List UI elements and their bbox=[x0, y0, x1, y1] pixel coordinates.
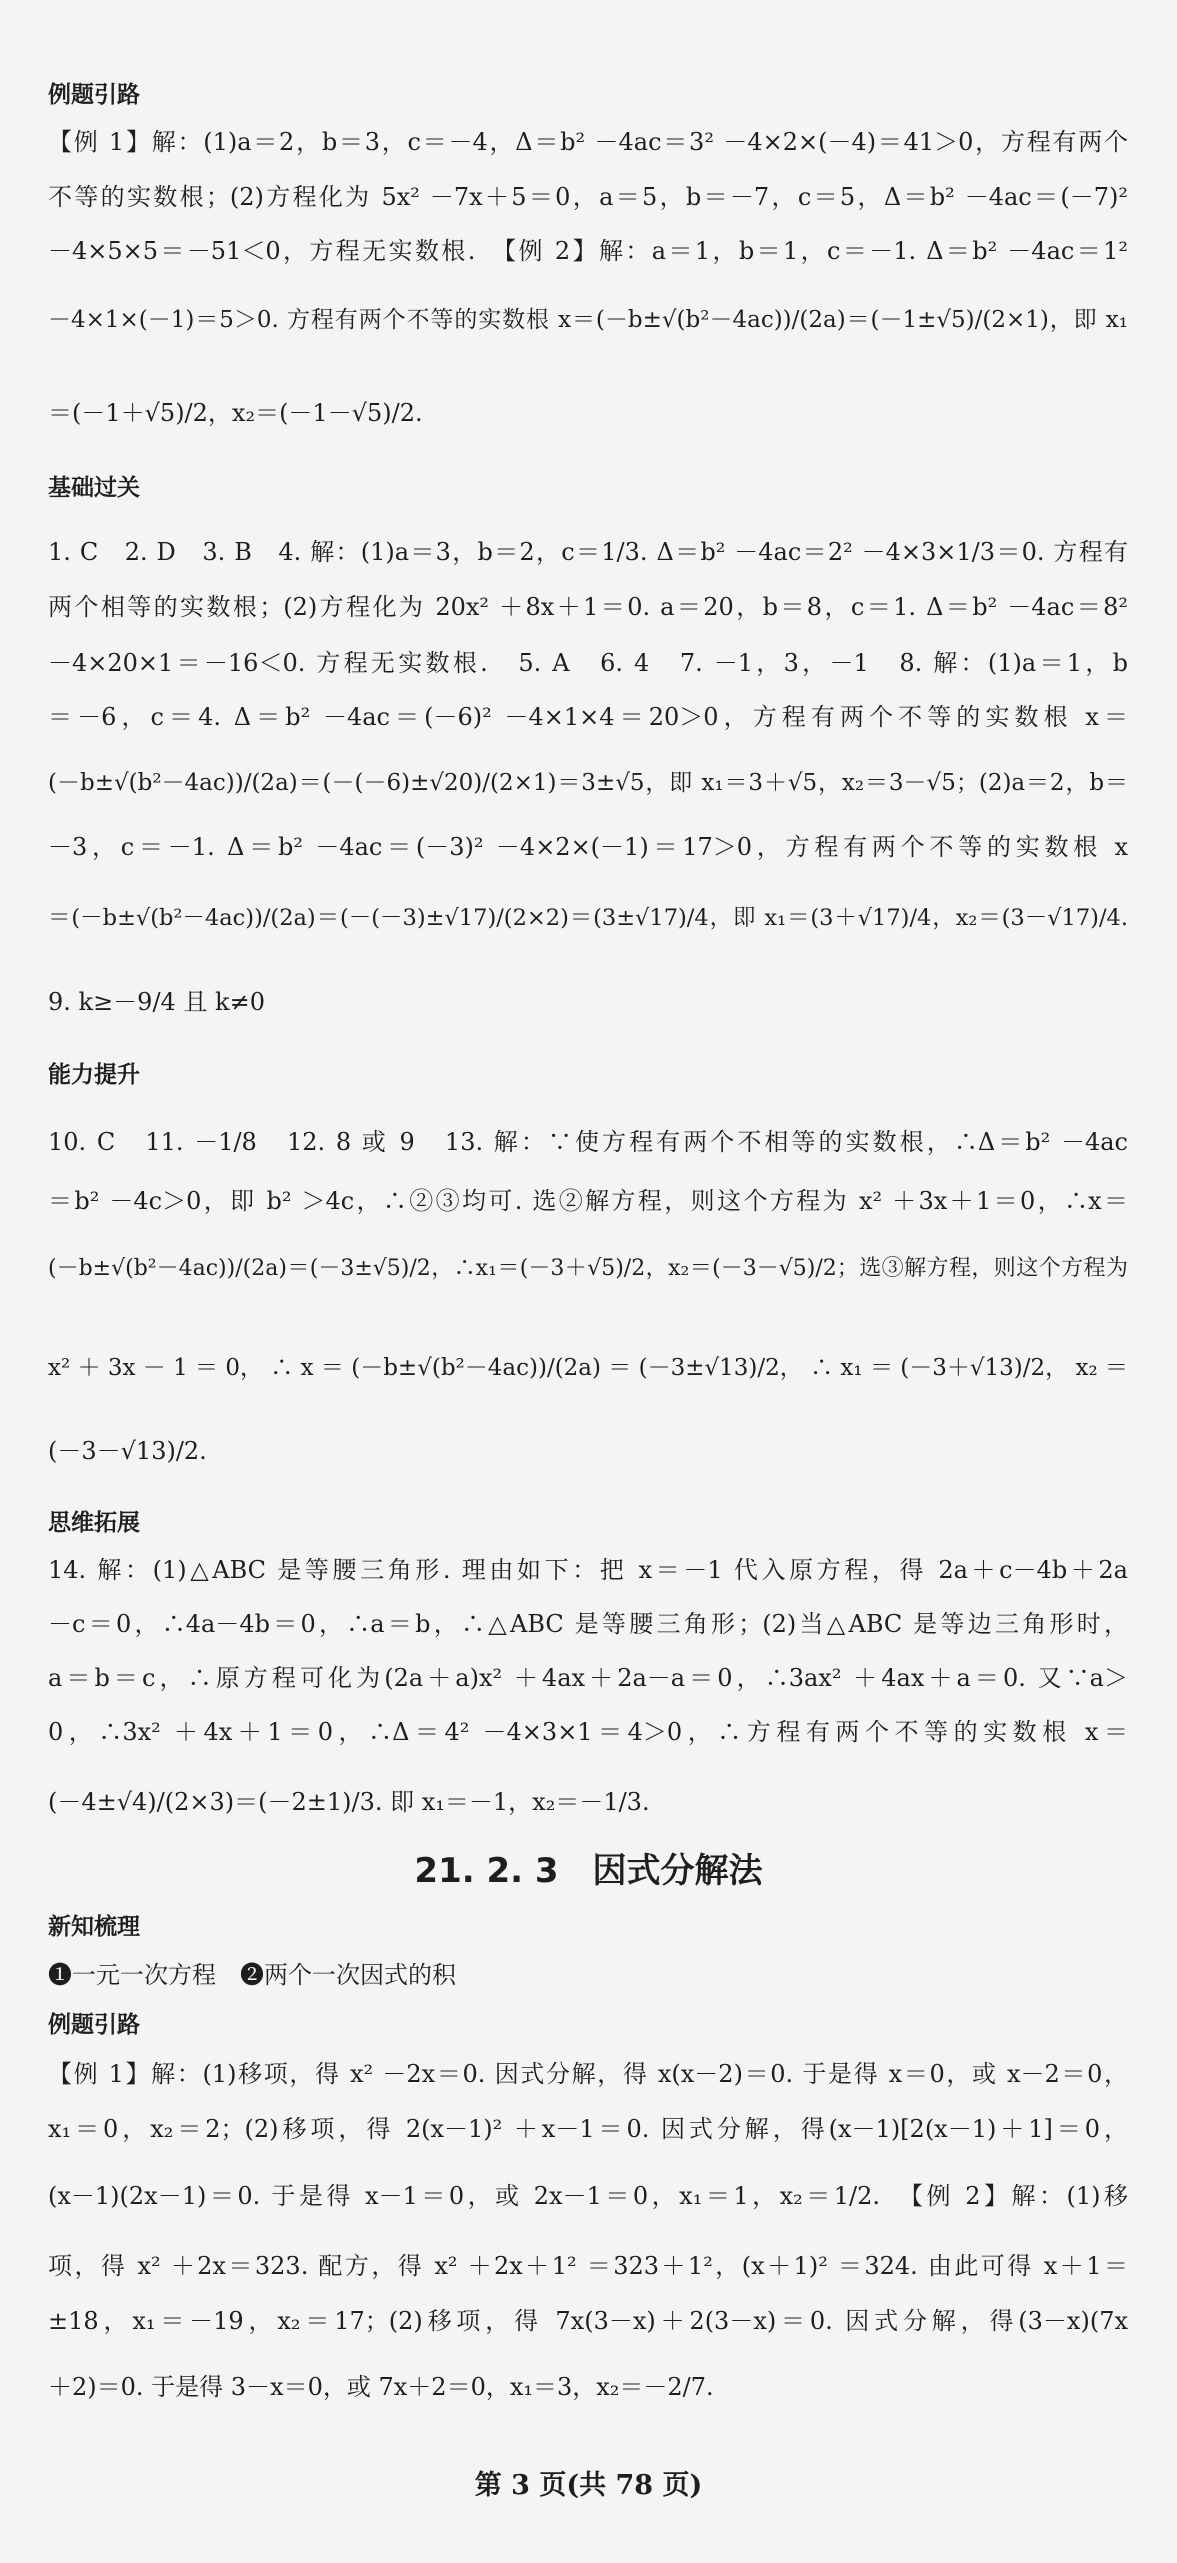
section-heading-new-knowledge: 新知梳理 bbox=[48, 1914, 140, 1940]
page-footer: 第 3 页(共 78 页) bbox=[474, 2470, 703, 2501]
section-heading-example-guide: 例题引路 bbox=[48, 82, 140, 108]
text-line: (－4±√4)/(2×3)＝(－2±1)/3. 即 x₁＝－1，x₂＝－1/3. bbox=[48, 1788, 650, 1816]
text-line: 【例 1】解：(1)移项，得 x² －2x＝0. 因式分解，得 x(x－2)＝0. 于是得 x＝0，或 x－2＝0， bbox=[48, 2060, 1128, 2088]
text-line: 0，∴3x² ＋4x＋1＝0，∴Δ＝4² －4×3×1＝4＞0，∴方程有两个不等的实数根 x＝ bbox=[48, 1718, 1128, 1746]
text-line: 两个相等的实数根；(2)方程化为 20x² ＋8x＋1＝0. a＝20，b＝8，c＝1. Δ＝b² －4ac＝8² bbox=[48, 593, 1128, 621]
text-line: ＝－6，c＝4. Δ＝b² －4ac＝(－6)² －4×1×4＝20＞0，方程有两个不等的实数根 x＝ bbox=[48, 703, 1128, 731]
text-line: 9. k≥－9/4 且 k≠0 bbox=[48, 988, 265, 1016]
text-line: －c＝0，∴4a－4b＝0，∴a＝b，∴△ABC 是等腰三角形；(2)当△ABC 是等边三角形时， bbox=[48, 1610, 1128, 1638]
text-line: x₁＝0，x₂＝2；(2)移项，得 2(x－1)² ＋x－1＝0. 因式分解，得(x－1)[2(x－1)＋1]＝0， bbox=[48, 2115, 1128, 2143]
text-line: ＋2)＝0. 于是得 3－x＝0，或 7x＋2＝0，x₁＝3，x₂＝－2/7. bbox=[48, 2373, 714, 2401]
section-title: 21. 2. 3 因式分解法 bbox=[414, 1851, 763, 1891]
text-line: x² ＋ 3x － 1 ＝ 0， ∴ x ＝ (－b±√(b²－4ac))/(2a) ＝ (－3±√13)/2， ∴ x₁ ＝ (－3＋√13)/2， x₂ ＝ bbox=[48, 1355, 1128, 1381]
text-line: ±18，x₁＝－19，x₂＝17；(2)移项，得 7x(3－x)＋2(3－x)＝0. 因式分解，得(3－x)(7x bbox=[48, 2307, 1128, 2335]
text-line: ＝(－1＋√5)/2，x₂＝(－1－√5)/2. bbox=[48, 399, 423, 427]
text-line: (－3－√13)/2. bbox=[48, 1437, 207, 1465]
section-heading-basic: 基础过关 bbox=[48, 475, 140, 501]
text-line: －4×1×(－1)＝5＞0. 方程有两个不等的实数根 x＝(－b±√(b²－4ac))/(2a)＝(－1±√5)/(2×1)，即 x₁ bbox=[48, 307, 1128, 333]
text-line: 10. C 11. －1/8 12. 8 或 9 13. 解：∵使方程有两个不相等的实数根，∴Δ＝b² －4ac bbox=[48, 1128, 1128, 1156]
text-line: ＝(－b±√(b²－4ac))/(2a)＝(－(－3)±√17)/(2×2)＝(3±√17)/4，即 x₁＝(3＋√17)/4，x₂＝(3－√17)/4. bbox=[48, 905, 1128, 931]
text-line: 【例 1】解：(1)a＝2，b＝3，c＝－4，Δ＝b² －4ac＝3² －4×2×(－4)＝41＞0，方程有两个 bbox=[48, 128, 1128, 156]
text-line: 14. 解：(1)△ABC 是等腰三角形. 理由如下：把 x＝－1 代入原方程，得 2a＋c－4b＋2a bbox=[48, 1556, 1128, 1584]
text-line: ❶一元一次方程 ❷两个一次因式的积 bbox=[48, 1961, 456, 1989]
text-line: 1. C 2. D 3. B 4. 解：(1)a＝3，b＝2，c＝1/3. Δ＝b² －4ac＝2² －4×3×1/3＝0. 方程有 bbox=[48, 538, 1128, 566]
section-heading-ability: 能力提升 bbox=[48, 1062, 140, 1088]
text-line: 项，得 x² ＋2x＝323. 配方，得 x² ＋2x＋1² ＝323＋1²，(x＋1)² ＝324. 由此可得 x＋1＝ bbox=[48, 2252, 1128, 2280]
text-line: ＝b² －4c＞0，即 b² ＞4c，∴②③均可. 选②解方程，则这个方程为 x² ＋3x＋1＝0，∴x＝ bbox=[48, 1187, 1128, 1215]
text-line: 不等的实数根；(2)方程化为 5x² －7x＋5＝0，a＝5，b＝－7，c＝5，Δ＝b² －4ac＝(－7)² bbox=[48, 183, 1128, 211]
text-line: (－b±√(b²－4ac))/(2a)＝(－3±√5)/2，∴x₁＝(－3＋√5)/2，x₂＝(－3－√5)/2；选③解方程，则这个方程为 bbox=[48, 1256, 1128, 1281]
section-heading-thinking: 思维拓展 bbox=[48, 1510, 140, 1536]
text-line: －4×5×5＝－51＜0，方程无实数根. 【例 2】解：a＝1，b＝1，c＝－1. Δ＝b² －4ac＝1² bbox=[48, 237, 1128, 265]
text-line: (x－1)(2x－1)＝0. 于是得 x－1＝0，或 2x－1＝0，x₁＝1，x₂＝1/2. 【例 2】解：(1)移 bbox=[48, 2182, 1128, 2210]
text-line: －4×20×1＝－16＜0. 方程无实数根. 5. A 6. 4 7. －1，3，－1 8. 解：(1)a＝1，b bbox=[48, 649, 1128, 677]
text-line: (－b±√(b²－4ac))/(2a)＝(－(－6)±√20)/(2×1)＝3±√5，即 x₁＝3＋√5，x₂＝3－√5；(2)a＝2，b＝ bbox=[48, 770, 1128, 796]
text-line: a＝b＝c，∴原方程可化为(2a＋a)x² ＋4ax＋2a－a＝0，∴3ax² ＋4ax＋a＝0. 又∵a＞ bbox=[48, 1664, 1128, 1692]
text-line: －3，c＝－1. Δ＝b² －4ac＝(－3)² －4×2×(－1)＝17＞0，方程有两个不等的实数根 x bbox=[48, 833, 1128, 861]
section-heading-example-guide-2: 例题引路 bbox=[48, 2012, 140, 2038]
